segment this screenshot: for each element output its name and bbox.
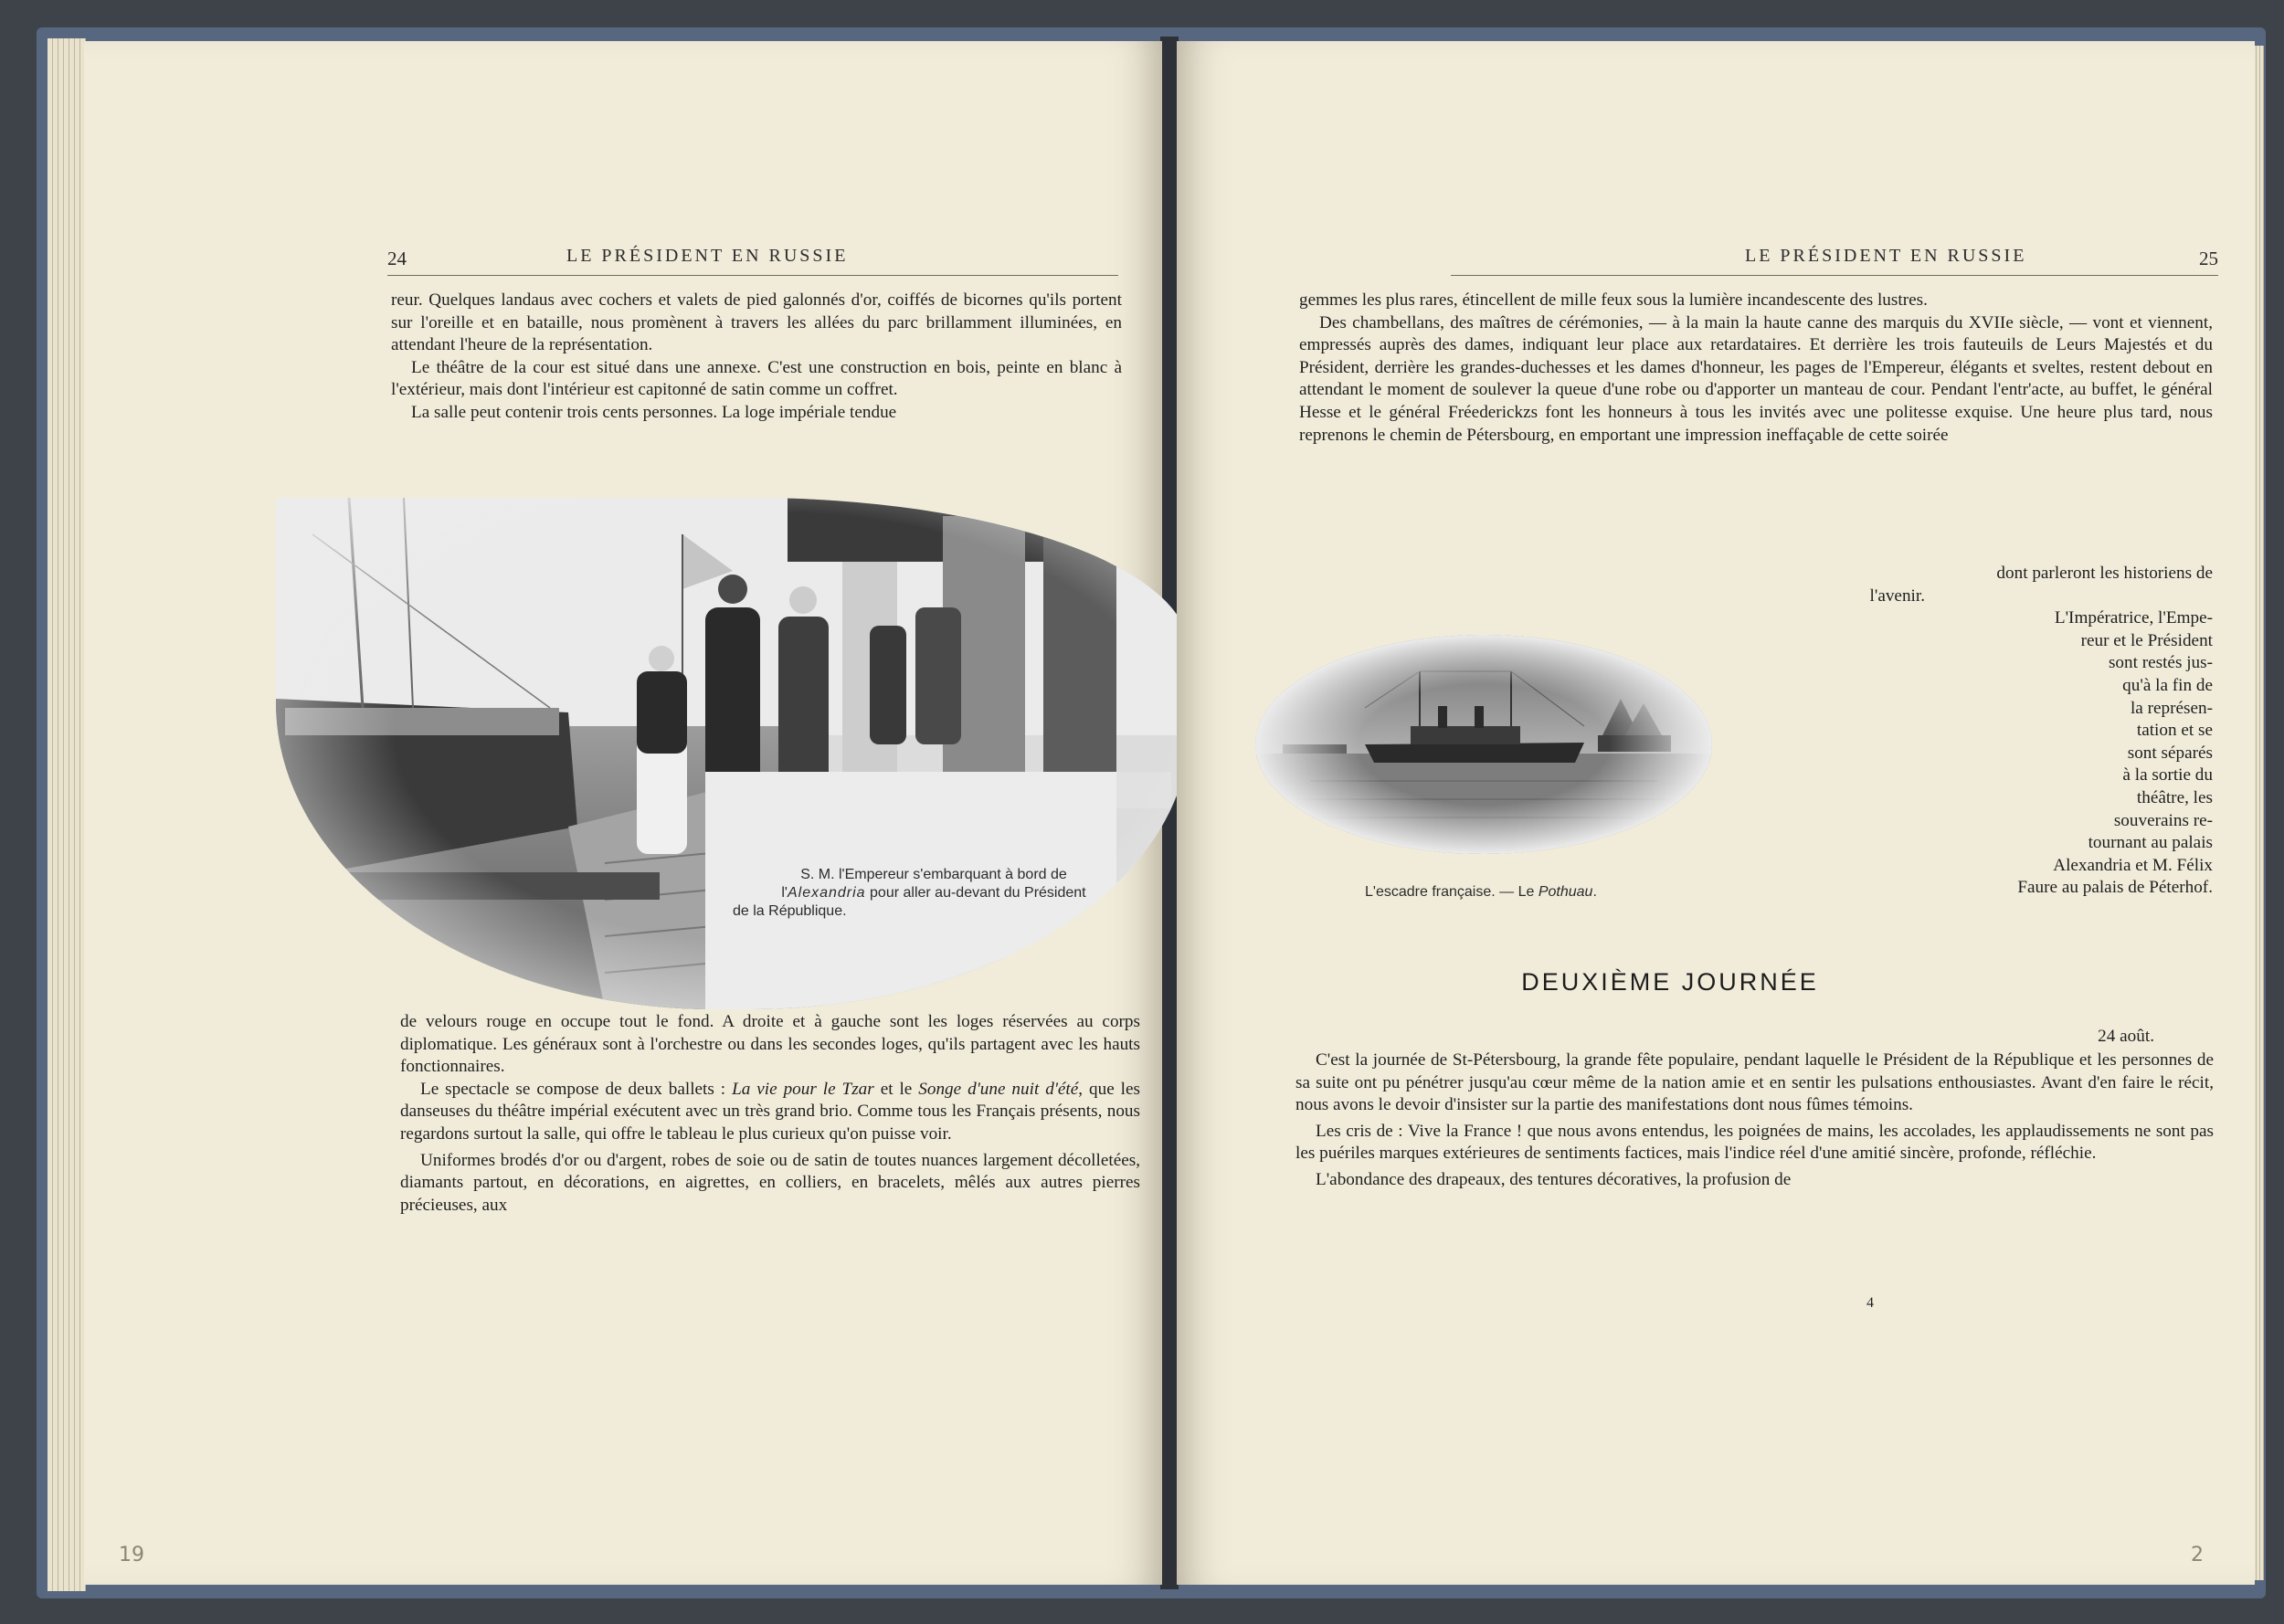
wrap-line: reur et le Président — [2080, 630, 2213, 650]
embarkation-illustration — [276, 498, 1190, 1009]
embarkation-photo-caption — [724, 866, 1144, 921]
paragraph: C'est la journée de St-Pétersbourg, la grande fête populaire, pendant laquelle le Président de la République et les personnes de sa suite ont pu pénétrer jusqu'au cœur même de la nation amie et en sentir les pulsations enthousiastes. Avant d'en faire le récit, nous avons le devoir d'insister sur la partie des manifestations dont nous fûmes témoins. — [1295, 1050, 2214, 1115]
paragraph: gemmes les plus rares, étincellent de mille feux sous la lumière incandescente des lustres. — [1299, 290, 1928, 310]
paragraph: Les cris de : Vive la France ! que nous avons entendus, les poignées de mains, les accolades, les applaudissements ne sont pas les puériles marques extérieures de sentiments factices, mais l'indice réel d'une amitié sincère, profonde, réfléchie. — [1295, 1121, 2214, 1164]
wrap-line: la représen- — [2130, 698, 2213, 718]
running-title: LE PRÉSIDENT EN RUSSIE — [1745, 246, 2027, 266]
wrap-line: théâtre, les — [2136, 787, 2213, 807]
wrap-line: sont séparés — [2127, 743, 2213, 763]
left-bottom-text — [400, 1011, 1140, 1217]
left-running-head — [387, 244, 1118, 276]
wrap-line: tation et se — [2136, 721, 2213, 741]
ship-name: Alexandria — [787, 885, 866, 901]
fleet-illustration — [1255, 635, 1712, 854]
page-number: 25 — [2199, 248, 2218, 269]
ballet-title: Songe d'une nuit d'été — [918, 1079, 1079, 1099]
page-number: 24 — [387, 248, 407, 269]
left-page — [84, 41, 1162, 1585]
caption-text: pour aller au-devant du Président — [865, 885, 1086, 901]
page-edges-left — [48, 38, 86, 1591]
caption-line: de la République. — [733, 903, 847, 919]
right-top-text — [1299, 290, 2213, 447]
paragraph: de velours rouge en occupe tout le fond. A droite et à gauche sont les loges réservées au corps diplomatique. Les généraux sont à l'orchestre ou dans les secondes loges, qu'ils partagent avec les hauts fonctionnaires. — [400, 1012, 1140, 1077]
embarkation-photo — [276, 498, 1190, 1009]
caption-text: L'escadre française. — Le — [1365, 884, 1539, 900]
wrap-line: Alexandria et M. Félix — [2053, 855, 2213, 875]
pencil-mark: 2 — [2191, 1544, 2204, 1566]
date: 24 août. — [2098, 1027, 2154, 1046]
section-title: DEUXIÈME JOURNÉE — [1521, 968, 1819, 996]
fleet-photo — [1255, 635, 1712, 854]
right-wrap-text — [1688, 563, 2213, 900]
caption-line — [724, 884, 1144, 902]
ballet-title: La vie pour le Tzar — [732, 1079, 874, 1099]
right-body-text — [1295, 1049, 2214, 1192]
wrap-line: souverains re- — [2113, 810, 2213, 830]
paragraph: L'abondance des drapeaux, des tentures décoratives, la profusion de — [1316, 1169, 1792, 1189]
right-date — [1999, 1026, 2154, 1049]
caption-text: . — [1592, 884, 1597, 900]
wrap-line: dont parleront les historiens de — [1996, 564, 2213, 583]
paragraph: La salle peut contenir trois cents personnes. La loge impériale tendue — [411, 402, 897, 422]
signature-mark: 4 — [1866, 1295, 1874, 1311]
wrap-line: Faure au palais de Péterhof. — [2017, 878, 2213, 898]
text: et le — [873, 1079, 919, 1099]
paragraph: Le théâtre de la cour est situé dans une annexe. C'est une construction en bois, peinte en blanc à l'extérieur, mais dont l'intérieur est capitonné de satin comme un coffret. — [391, 357, 1122, 400]
ship-name: Pothuau — [1538, 884, 1593, 900]
fleet-photo-caption — [1365, 883, 1657, 902]
pencil-mark: 19 — [119, 1544, 144, 1566]
left-top-text — [391, 290, 1122, 425]
paragraph: reur. Quelques landaus avec cochers et valets de pied galonnés d'or, coiffés de bicornes qu'ils portent sur l'oreille et en bataille, nous promènent à travers les allées du parc brillamment illuminées, en attendant l'heure de la représentation. — [391, 290, 1122, 355]
wrap-line: l'avenir. — [1869, 585, 1925, 606]
wrap-line: à la sortie du — [2122, 765, 2213, 786]
caption-text: l' — [781, 885, 788, 901]
paragraph: Uniformes brodés d'or ou d'argent, robes de soie ou de satin de toutes nuances largement décolletées, diamants partout, en décorations, en aigrettes, en colliers, en bracelets, mêlés aux autres pierres précieuses, aux — [400, 1150, 1140, 1215]
right-page — [1177, 41, 2255, 1585]
wrap-line: L'Impératrice, l'Empe- — [2054, 608, 2213, 628]
caption-line: S. M. l'Empereur s'embarquant à bord de — [800, 867, 1067, 882]
right-running-head — [1451, 244, 2218, 276]
text: , que les danseuses du théâtre impérial exécutent avec un très grand brio. Comme tous les Français présents, nous regardons surtout la salle, qui offre le tableau le plus curieux qu'on puisse voir. — [400, 1079, 1140, 1144]
wrap-line: tournant au palais — [2088, 833, 2213, 853]
paragraph: Des chambellans, des maîtres de cérémonies, — à la main la haute canne des marquis du XVIIe siècle, — vont et viennent, empressés auprès des dames, indiquant leur place aux retardataires. Et derrière les trois fauteuils de Leurs Majestés et du Président, derrière les grandes-duchesses et les dames d'honneur, les pages de l'Empereur, élégants et sveltes, restent debout en attendant le moment de soulever la queue d'une robe ou d'apporter un manteau de cour. Pendant l'entr'acte, au buffet, le général Hesse et le général Fréederickzs font les honneurs à tous les invités avec une politesse exquise. Une heure plus tard, nous reprenons le chemin de Pétersbourg, en emportant une impression ineffaçable de cette soirée — [1299, 312, 2213, 445]
wrap-line: sont restés jus- — [2108, 653, 2213, 673]
wrap-line: qu'à la fin de — [2122, 675, 2213, 695]
paragraph — [400, 1079, 1140, 1146]
running-title: LE PRÉSIDENT EN RUSSIE — [566, 246, 849, 266]
text: Le spectacle se compose de deux ballets : — [420, 1079, 733, 1099]
